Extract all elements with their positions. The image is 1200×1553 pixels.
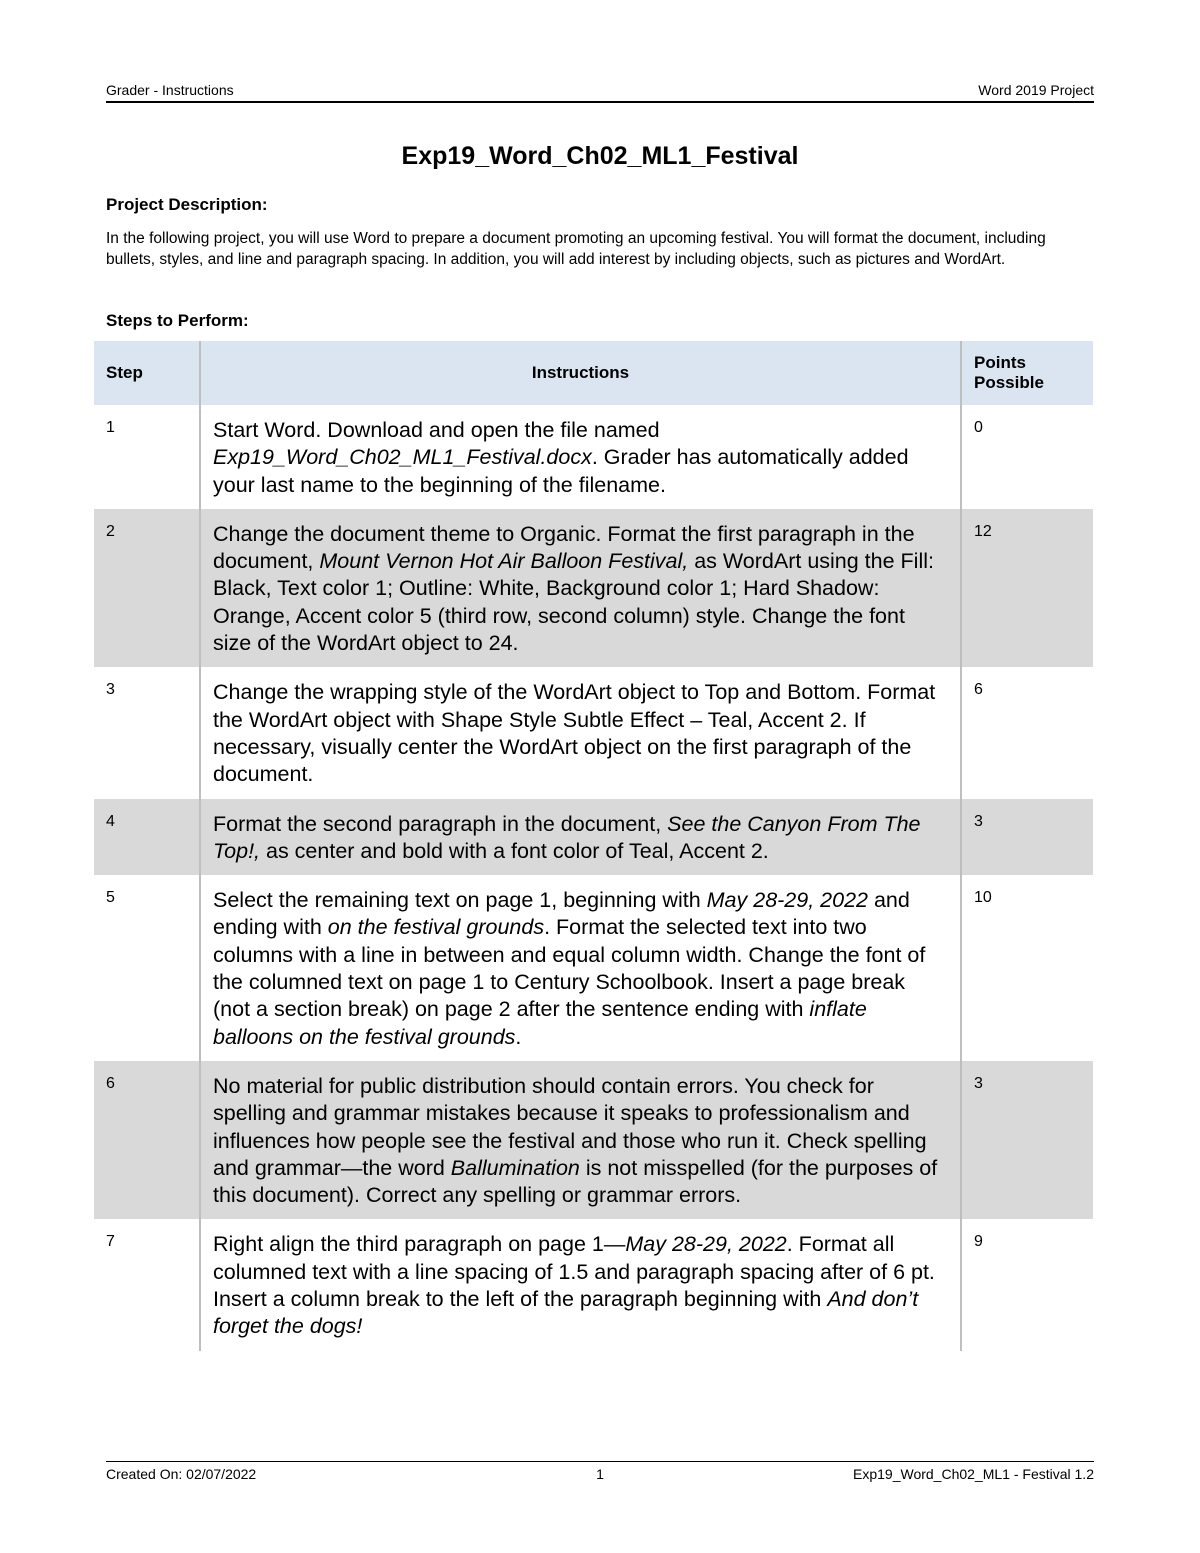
table-header-row — [94, 341, 1093, 405]
instruction-text: is not misspelled (for the purposes of this document). Correct any spelling or grammar errors. — [213, 1155, 938, 1208]
instruction-text: as WordArt using the Fill: Black, Text color 1; Outline: White, Background color 1; Hard Shadow: Orange, Accent color 5 (third row, second column) style. Change the font size of the WordArt object to 24. — [213, 549, 934, 656]
instruction-text: No material for public distribution should contain errors. You check for spelling and grammar mistakes because it speaks to professionalism and influences how people see the festival and those who run it. Check spelling and grammar—the word — [213, 1073, 927, 1180]
step-number: 7 — [106, 1233, 115, 1251]
instruction-text: . — [515, 1024, 522, 1049]
step-number: 3 — [106, 681, 115, 699]
points-possible: 9 — [961, 1219, 1093, 1350]
points-possible: 6 — [961, 667, 1093, 798]
instruction-italic-text: And don’t forget the dogs! — [213, 1287, 919, 1339]
step-number: 4 — [94, 799, 200, 876]
step-number: 2 — [94, 509, 200, 667]
instruction-text: Select the remaining text on page 1, beginning with — [213, 888, 707, 913]
instruction-text: Change the document theme to Organic. Format the first paragraph in the document, — [213, 521, 915, 574]
table-row — [94, 1061, 1093, 1219]
step-instructions — [200, 799, 961, 876]
step-instructions — [200, 875, 961, 1061]
table-row — [94, 667, 1093, 798]
header-right-text: Word 2019 Project — [978, 82, 1094, 98]
steps-table — [94, 341, 1093, 1351]
table-row — [94, 509, 1093, 667]
instruction-text: Start Word. Download and open the file named — [213, 418, 660, 442]
table-row — [94, 405, 1093, 509]
instruction-text: Right align the third paragraph on page 1— — [213, 1232, 626, 1257]
header-left-text: Grader - Instructions — [106, 82, 234, 98]
points-possible: 10 — [961, 875, 1093, 1061]
project-description-label: Project Description: — [106, 195, 268, 214]
page-header — [106, 82, 1094, 103]
step-number: 1 — [106, 419, 115, 436]
steps-table-body — [94, 405, 1093, 1351]
points-possible: 3 — [961, 1061, 1093, 1219]
instruction-italic-text: May 28-29, 2022 — [706, 888, 868, 913]
step-instructions — [200, 1219, 961, 1350]
steps-label: Steps to Perform: — [106, 311, 249, 330]
instruction-italic-text: inflate balloons on the festival grounds — [213, 997, 867, 1049]
step-number: 6 — [94, 1061, 200, 1219]
step-instructions — [200, 1061, 961, 1219]
page-footer — [106, 1461, 1094, 1482]
step-instructions — [200, 405, 961, 509]
instruction-italic-text: May 28-29, 2022 — [625, 1232, 787, 1257]
table-row — [94, 1219, 1093, 1350]
footer-page-number: 1 — [596, 1466, 604, 1482]
instruction-text: Format the second paragraph in the document, — [213, 811, 668, 836]
instruction-text: as center and bold with a font color of Teal, Accent 2. — [260, 838, 769, 863]
document-title: Exp19_Word_Ch02_ML1_Festival — [401, 142, 799, 170]
instruction-italic-text: Mount Vernon Hot Air Balloon Festival, — [319, 549, 689, 574]
header-points: Points Possible — [961, 341, 1093, 405]
header-step: Step — [94, 341, 200, 405]
instruction-italic-text: See the Canyon From The Top!, — [213, 811, 921, 863]
instruction-italic-text: Ballumination — [450, 1155, 580, 1180]
table-row — [94, 799, 1093, 876]
instruction-text: . Format all columned text with a line spacing of 1.5 and paragraph spacing after of 6 pt. Insert a column break to the left of the paragraph beginning with — [213, 1232, 935, 1312]
instruction-text: Change the wrapping style of the WordArt object to Top and Bottom. Format the WordArt object with Shape Style Subtle Effect – Teal, Accent 2. If necessary, visually center the WordArt object on the first paragraph of the document. — [213, 680, 936, 787]
footer-document-id: Exp19_Word_Ch02_ML1 - Festival 1.2 — [853, 1466, 1094, 1482]
header-instructions: Instructions — [200, 341, 961, 405]
instruction-text: and ending with — [213, 888, 910, 940]
points-possible: 12 — [961, 509, 1093, 667]
step-instructions — [200, 509, 961, 667]
step-number: 5 — [106, 889, 115, 907]
instruction-italic-text: on the festival grounds — [327, 915, 545, 940]
step-instructions — [200, 667, 961, 798]
points-possible: 0 — [961, 405, 1093, 509]
instruction-text: . Grader has automatically added your last name to the beginning of the filename. — [213, 445, 909, 497]
table-row — [94, 875, 1093, 1061]
instruction-italic-text: Exp19_Word_Ch02_ML1_Festival.docx — [213, 445, 592, 470]
footer-created-on: Created On: 02/07/2022 — [106, 1466, 257, 1482]
project-description-text: In the following project, you will use Word to prepare a document promoting an upcoming festival. You will format the document, including bullets, styles, and line and paragraph spacing. In addition, you will add interest by including objects, such as pictures and WordArt. — [106, 230, 1046, 268]
instruction-text: . Format the selected text into two columns with a line in between and equal column width. Change the font of the columned text on page 1 to Century Schoolbook. Insert a page break (not a section break) on page 2 after the sentence ending with — [213, 915, 926, 1022]
points-possible: 3 — [961, 799, 1093, 876]
